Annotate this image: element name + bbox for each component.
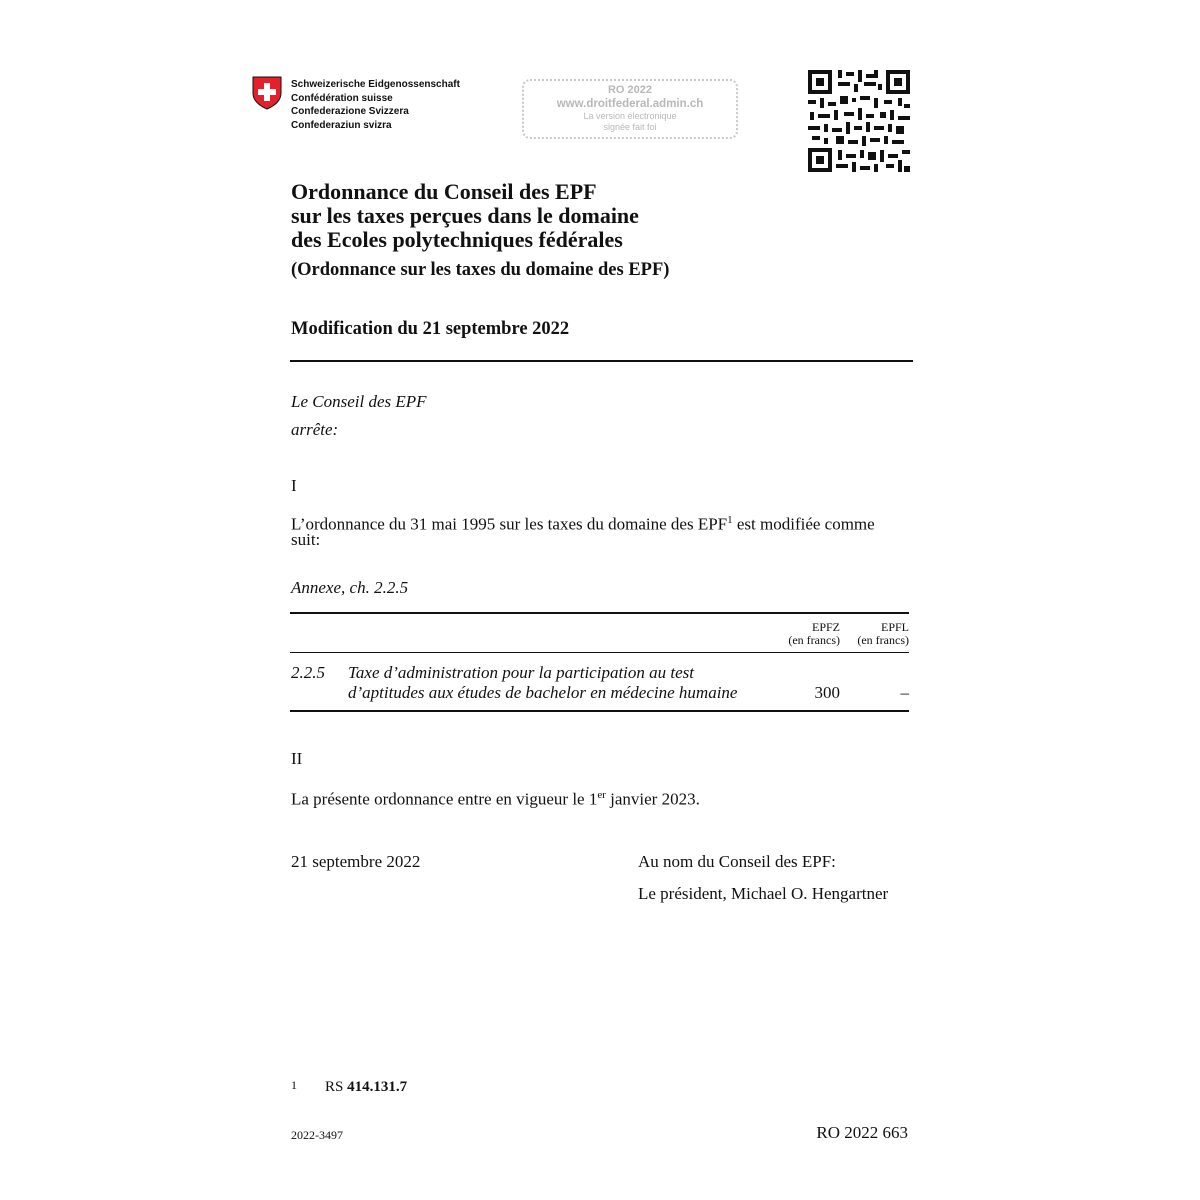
confederation-line-rm: Confederaziun svizra — [291, 119, 392, 131]
signature-president: Le président, Michael O. Hengartner — [638, 884, 889, 903]
signature-date: 21 septembre 2022 — [291, 852, 421, 871]
annex-reference: Annexe, ch. 2.2.5 — [291, 578, 409, 597]
ordinance-title — [291, 180, 639, 252]
column-name-epfz: EPFZ — [811, 620, 840, 634]
title-divider — [290, 360, 913, 362]
section-2-text-start: La présente ordonnance entre en vigueur le 1 — [291, 789, 598, 809]
preamble-decree: arrête: — [291, 420, 339, 439]
signature-on-behalf: Au nom du Conseil des EPF: — [638, 852, 836, 871]
confederation-line-de: Schweizerische Eidgenossenschaft — [291, 79, 460, 90]
modification-date: Modification du 21 septembre 2022 — [291, 319, 570, 339]
stamp-ro: RO 2022 — [607, 84, 653, 96]
confederation-names — [291, 78, 460, 132]
confederation-line-it: Confederazione Svizzera — [291, 106, 409, 117]
table-header-epfz — [776, 621, 840, 647]
section-2-text — [291, 785, 700, 810]
title-line-3: des Ecoles polytechniques fédérales — [291, 227, 623, 252]
footnote-number: 1 — [291, 1078, 297, 1092]
preamble-authority: Le Conseil des EPF — [291, 392, 427, 411]
section-2-text-end: janvier 2023. — [605, 789, 700, 809]
section-1-text-end: est modifiée comme — [732, 514, 875, 534]
confederation-line-fr: Confédération suisse — [291, 92, 393, 104]
ro-reference: RO 2022 663 — [816, 1123, 908, 1142]
swiss-crest-icon — [252, 76, 282, 110]
column-unit-epfz: (en francs) — [788, 633, 840, 647]
footnote-prefix: RS — [325, 1079, 348, 1095]
footnote-sr-reference: 414.131.7 — [347, 1079, 408, 1095]
column-name-epfl: EPFL — [880, 620, 909, 634]
section-1-text-start: L’ordonnance du 31 mai 1995 sur les taxes du domaine des EPF — [291, 514, 728, 534]
stamp-line3: La version électronique — [583, 111, 677, 121]
section-1-text — [291, 510, 875, 535]
title-line-2: sur les taxes perçues dans le domaine — [291, 203, 639, 228]
table-row-description-line1: Taxe d’administration pour la participation au test — [348, 663, 694, 682]
document-number: 2022-3497 — [291, 1128, 343, 1142]
table-header-epfl — [846, 621, 909, 647]
column-unit-epfl: (en francs) — [857, 633, 909, 647]
table-top-rule — [290, 612, 909, 614]
stamp-line4: signée fait foi — [603, 122, 657, 132]
section-1-numeral: I — [291, 476, 297, 495]
section-1-text-line2: suit: — [291, 530, 321, 549]
section-2-numeral: II — [291, 749, 303, 768]
ordinal-superscript: er — [597, 789, 606, 801]
qr-code-icon — [808, 70, 910, 172]
table-cell-epfl: – — [900, 683, 909, 702]
short-title: (Ordonnance sur les taxes du domaine des EPF) — [291, 260, 670, 280]
electronic-version-stamp — [522, 79, 738, 139]
table-row-description-line2: d’aptitudes aux études de bachelor en médecine humaine — [348, 683, 738, 702]
table-bottom-rule — [290, 710, 909, 712]
table-cell-epfz: 300 — [814, 683, 840, 702]
title-line-1: Ordonnance du Conseil des EPF — [291, 179, 597, 204]
table-header-rule — [290, 652, 909, 653]
footnote-text — [325, 1079, 407, 1096]
footnote-reference-link[interactable]: 1 — [727, 514, 733, 526]
stamp-url: www.droitfederal.admin.ch — [556, 98, 704, 110]
table-row-number: 2.2.5 — [291, 663, 325, 682]
